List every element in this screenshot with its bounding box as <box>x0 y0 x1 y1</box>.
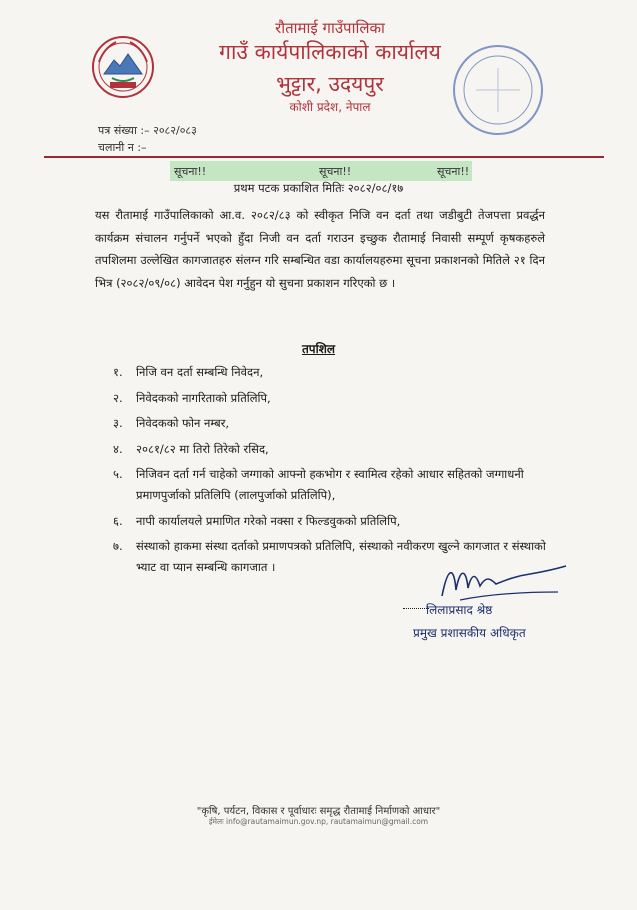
notice-label: सूचना!! <box>174 165 207 178</box>
notice-banner <box>170 161 472 181</box>
list-item-number: ५. <box>113 467 123 481</box>
list-item <box>113 388 553 409</box>
footer-slogan: "कृषि, पर्यटन, विकास र पूर्वाधारः समृद्ध रौतामाई निर्माणको आधार" <box>196 806 441 817</box>
list-item-text: निवेदकको नागरिताको प्रतिलिपि, <box>136 390 271 405</box>
notice-label: सूचना!! <box>319 165 352 178</box>
list-item-text: नापी कार्यालयले प्रमाणित गरेको नक्सा र फिल्डवुकको प्रतिलिपि, <box>136 513 401 528</box>
notice-body: यस रौतामाई गाउँपालिकाको आ.व. २०८२/८३ को स्वीकृत निजि वन दर्ता तथा जडीबुटी तेजपत्ता प्रवर्द्धन कार्यक्रम संचालन गर्नुपर्ने भएको हुँदा निजी वन दर्ता गराउन इच्छुक रौतामाई निवासी सम्पूर्ण कृषकहरुले तपशिलमा उल्लेखित कागजातहरु संलग्न गरि सम्बन्धित वडा कार्यालयहरुमा सूचना प्रकाशनको मितिले २१ दिन भित्र (२०८२/०९/०८) आवेदन पेश गर्नुहुन यो सुचना प्रकाशन गरिएको छ । <box>95 208 545 290</box>
signatory-title: प्रमुख प्रशासकीय अधिकृत <box>413 626 526 640</box>
list-heading <box>0 340 637 357</box>
signatory-name: लिलाप्रसाद श्रेष्ठ <box>426 603 493 617</box>
publish-date: प्रथम पटक प्रकाशित मितिः २०८२/०८/१७ <box>233 181 404 195</box>
list-item <box>113 413 553 434</box>
nepal-emblem-icon <box>90 34 156 100</box>
list-item <box>113 439 553 460</box>
list-item-number: ३. <box>113 416 123 430</box>
notice-label: सूचना!! <box>437 165 470 178</box>
dispatch-number: चलानी न :– <box>98 141 147 154</box>
list-item-text: २०८१/८२ मा तिरो तिरेको रसिद, <box>136 441 269 456</box>
list-item-text: संस्थाको हाकमा संस्था दर्ताको प्रमाणपत्रको प्रतिलिपि, संस्थाको नवीकरण खुल्ने कागजात र संस्थाको भ्याट वा प्यान सम्बन्धि कागजात । <box>136 539 546 574</box>
office-address: भुट्टार, उदयपुर <box>276 72 384 96</box>
list-item-text: निवेदकको फोन नम्बर, <box>136 416 230 430</box>
header-divider <box>44 156 604 158</box>
footer-email: ईमेलः info@rautamaimun.gov.np, rautamaimun@gmail.com <box>208 817 429 826</box>
document-list <box>113 362 553 583</box>
list-item <box>113 511 553 532</box>
list-item-number: २. <box>113 390 123 405</box>
list-item <box>113 464 553 506</box>
list-item-text: निजिवन दर्ता गर्न चाहेको जग्गाको आफ्नो हकभोग र स्वामित्व रहेको आधार सहितको जग्गाधनी प्रमाणपुर्जाको प्रतिलिपि (लालपुर्जाको प्रतिलिपि), <box>136 467 524 502</box>
list-item <box>113 362 553 383</box>
municipality-name: रौतामाई गाउँपालिका <box>275 19 385 37</box>
list-item-text: निजि वन दर्ता सम्बन्धि निवेदन, <box>136 365 264 379</box>
province-country: कोशी प्रदेश, नेपाल <box>289 100 371 114</box>
list-item-number: ६. <box>113 513 123 528</box>
office-name: गाउँ कार्यपालिकाको कार्यालय <box>219 40 441 64</box>
list-item-number: ७. <box>113 539 123 553</box>
list-item-number: १. <box>113 365 123 379</box>
list-item-number: ४. <box>113 441 123 456</box>
list-heading-text: तपशिल <box>301 342 336 356</box>
letter-number: पत्र संख्या :– २०८२/०८३ <box>98 124 197 137</box>
office-stamp-icon <box>448 40 548 140</box>
